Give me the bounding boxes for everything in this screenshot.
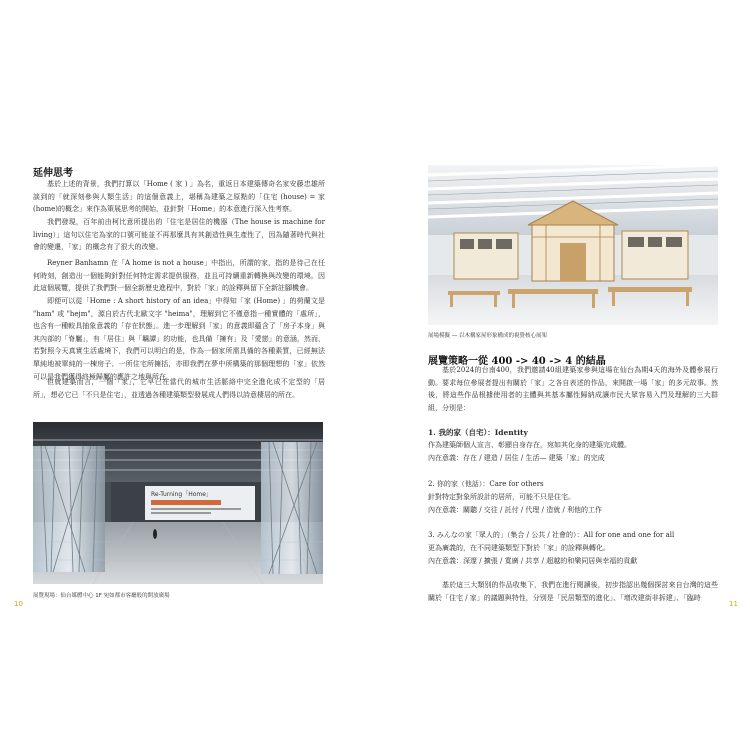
paragraph: Reyner Banhamn 在「A home is not a house」中指出，所謂的家，指的是待己在任何時刻，創造出一個能夠針對任何特定需求提供服務，並且可持續重新轉換與改變的環境。因此這個展覽，提供了我們對一個全新歷史進程中，對於「家」的詮釋與留下全新註腳機會。 <box>33 259 325 293</box>
page-number: 11 <box>729 600 738 608</box>
section-heading: 延伸思考 <box>33 168 73 179</box>
exhibition-venue-photo <box>33 422 323 584</box>
group-meaning: 內在意義：關聽 / 交往 / 託付 / 代理 / 造就 / 利他的工作 <box>428 506 603 514</box>
group-meaning: 內在意義：深邃 / 擴張 / 寬廣 / 共享 / 超越的和樂同居與幸福的貢獻 <box>428 557 638 565</box>
group-title: 2. 你的家（他話）：Care for others <box>428 480 544 488</box>
paragraph: 但就建築而言，一個「家」，它早已在當代的城市生活脈絡中完全進化成不定型的「居所」，想必它已「不只是住宅」，並透過各種建築類型發展成人們得以詩意棲居的所在。 <box>33 378 325 399</box>
group-description: 更為廣義的，在不同建築類型下對於「家」的詮釋與轉化。 <box>428 544 610 552</box>
photo-caption: 展場模擬 — 以木構家屋形象構成的視覺核心展架 <box>428 333 547 339</box>
group-title: 3. みんなの家「眾人的」（集合 / 公共 / 社會的）：All for one and one for all <box>428 531 675 539</box>
group-description: 作為建築師個人宣言、彰顯自身存在，宛如其化身的建築完成體。 <box>428 441 631 449</box>
photo-caption: 展覽現場：仙台媒體中心 1F 宛如都市客廳般的開放廣場 <box>33 593 170 599</box>
paragraph: 我們發現，百年前由柯比意所提出的「住宅是居住的機器（The house is machine for living）」這句以住宅為家的口號可能並不再那麼具有其創造性與生產性了，因為隨著時代與社會的變遷，「家」的概念有了很大的改變。 <box>33 218 325 252</box>
exhibition-rendering-photo <box>428 165 718 325</box>
paragraph: 基於上述的背景，我們打算以「Home ( 家 ) 」為名，重返日本建築傳奇名家安藤忠雄所談到的「就深刻參與人類生活」的這個意義上，堪稱為建築之原點的「住宅 (house) = 家 (home)的概念」來作為策展思考的開始，並針對「Home」的本意進行深入性考察。 <box>33 180 325 214</box>
paragraph: 即便可以從「Home : A short history of an idea」中得知「家 (Home) 」的荷蘭文是 "ham" 或 "hejm"，源自於古代北歐文字 "heima"，理解到它不僅意指一種實體的「處所」，也含有一種較具抽象意義的「存在狀態」。進一步理解到「家」的意義即蘊含了「房子本身」與其內部的「脊屬」，有「居住」與「羈譚」的功能，也具備「擁有」及「愛戀」的意涵，然而，若對照今天真實生活處境下，我們可以明白的是，作為一個家所需具備的各種素質，已經無法單純地被單純的一棟房子、一所住宅所擁括，亦即我們在夢中所構築的那個理想的「家」依然可以是我們獲得終極歸屬的應許之地與所在。 <box>33 297 325 381</box>
paragraph: 基於2024的台南400，我們邀請40組建築家參與這場在仙台為期4天的海外及體參展行動。要求每位參展者提出有關於「家」之各自表述的作品，來開啟一場「家」的多元故事。然後，將這些作品根據使用者的主體與其基本屬性歸納成讓市民大眾容易入門及理解的三大群組，分別是： <box>428 366 718 412</box>
section-heading: 展覽策略一從 400 -> 40 -> 4 的結晶 <box>428 356 606 367</box>
page-number: 10 <box>14 600 23 608</box>
group-title: 1. 我的家（自宅）：Identity <box>428 428 528 437</box>
paragraph: 基於這三大類別的作品收集下，我們在進行閱讀後，初步指認出幾個探討來自台灣的這些關於「住宅 / 家」的議題與特性，分別是「民居類型的進化」、「增改建街非拆建」、「臨時 <box>428 581 718 602</box>
banner-text: Re-Turning「Home」 <box>151 491 212 498</box>
right-page <box>375 0 750 750</box>
group-meaning: 內在意義：存在 / 建造 / 居住 / 生活— 建築「家」的完成 <box>428 454 605 462</box>
group-description: 針對特定對象所設計的居所，可能不只是住宅。 <box>428 493 575 501</box>
